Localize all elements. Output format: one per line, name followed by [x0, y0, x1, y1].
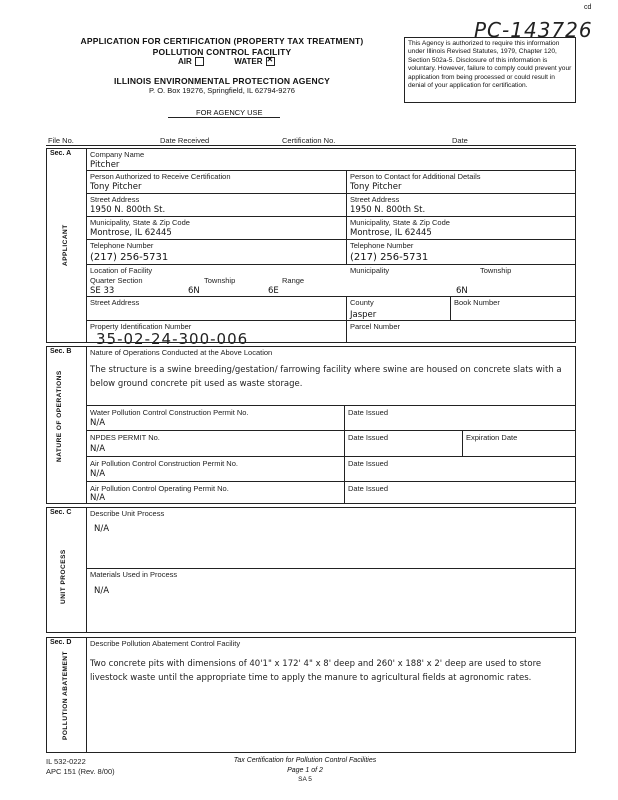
- agency-name: ILLINOIS ENVIRONMENTAL PROTECTION AGENCY: [113, 76, 331, 86]
- sec-a-label: Sec. A: [50, 150, 72, 157]
- phone2-label: Telephone Number: [350, 241, 414, 250]
- sec-a-side-label: APPLICANT: [62, 224, 69, 266]
- row-line: [86, 296, 576, 297]
- phone-label: Telephone Number: [90, 241, 154, 250]
- county-label: County: [350, 298, 374, 307]
- township2-value: 6N: [456, 286, 468, 296]
- street2-label: Street Address: [350, 195, 400, 204]
- apc-date-issued: Date Issued: [348, 459, 389, 468]
- sec-b-label: Sec. B: [50, 348, 72, 355]
- wpc-label: Water Pollution Control Construction Permit No.: [90, 408, 249, 417]
- file-no-label: File No.: [48, 136, 74, 145]
- apo-value: N/A: [90, 493, 106, 503]
- township-label: Township: [204, 276, 236, 285]
- sec-c-side-label: UNIT PROCESS: [60, 549, 67, 604]
- footer-page: Page 1 of 2: [287, 767, 323, 774]
- row-line: [86, 405, 576, 406]
- col-divider: [462, 430, 463, 456]
- municipality-label: Municipality: [350, 266, 390, 275]
- agency-address: P. O. Box 19276, Springfield, IL 62794-9276: [149, 86, 295, 95]
- sec-b-side-label: NATURE OF OPERATIONS: [56, 370, 63, 462]
- air-label: AIR: [178, 57, 192, 66]
- npdes-value: N/A: [90, 444, 106, 454]
- city2-label: Municipality, State & Zip Code: [350, 218, 450, 227]
- company-name-label: Company Name: [90, 150, 145, 159]
- npdes-expiration: Expiration Date: [466, 433, 518, 442]
- date-label: Date: [452, 136, 468, 145]
- sec-d-heading: Describe Pollution Abatement Control Facility: [90, 639, 241, 648]
- footer-title: Tax Certification for Pollution Control Facilities: [233, 757, 377, 764]
- row-line: [86, 456, 576, 457]
- sec-a-gutter: [86, 148, 87, 343]
- abatement-description: Two concrete pits with dimensions of 40'1" x 172' 4" x 8' deep and 260' x 188' x 2' deep are used to store livestock waste until the appropriate time to apply the manure to agricultural fields at agronomic rates.: [90, 659, 542, 683]
- township2-label: Township: [480, 266, 512, 275]
- apo-label: Air Pollution Control Operating Permit No.: [90, 484, 229, 493]
- agency-use-line: [168, 117, 280, 118]
- media-checkboxes: [178, 57, 275, 66]
- sec-b-heading: Nature of Operations Conducted at the Above Location: [90, 348, 273, 357]
- stamp-corner: cd: [584, 4, 592, 11]
- npdes-date-issued: Date Issued: [348, 433, 389, 442]
- quarter-label: Quarter Section: [90, 276, 143, 285]
- water-label: WATER: [234, 57, 263, 66]
- footer-code: SA 5: [298, 776, 312, 783]
- street-label: Street Address: [90, 195, 140, 204]
- location-label: Location of Facility: [90, 266, 153, 275]
- agency-use-title: FOR AGENCY USE: [196, 108, 263, 117]
- range-value: 6E: [268, 286, 279, 296]
- range-label: Range: [282, 276, 305, 285]
- township-value: 6N: [188, 286, 200, 296]
- materials-label: Materials Used in Process: [90, 570, 178, 579]
- agency-use-divider: [46, 145, 576, 146]
- water-checkbox[interactable]: [266, 57, 275, 66]
- form-title: APPLICATION FOR CERTIFICATION (PROPERTY TAX TREATMENT): [80, 36, 364, 46]
- form-number: IL 532-0222: [46, 757, 86, 766]
- form-revision: APC 151 (Rev. 8/00): [46, 767, 115, 776]
- person-auth-label: Person Authorized to Receive Certification: [90, 172, 231, 181]
- city2-value: Montrose, IL 62445: [350, 228, 432, 238]
- apc-label: Air Pollution Control Construction Permit No.: [90, 459, 238, 468]
- row-line: [86, 264, 576, 265]
- street2-value: 1950 N. 800th St.: [350, 205, 426, 215]
- npdes-label: NPDES PERMIT No.: [90, 433, 160, 442]
- air-checkbox[interactable]: [195, 57, 204, 66]
- date-received-label: Date Received: [160, 136, 210, 145]
- quarter-value: SE 33: [90, 286, 115, 296]
- row-line: [86, 193, 576, 194]
- col-divider: [450, 296, 451, 320]
- parcel-label: Parcel Number: [350, 322, 401, 331]
- city-value: Montrose, IL 62445: [90, 228, 172, 238]
- fac-street-label: Street Address: [90, 298, 140, 307]
- apc-value: N/A: [90, 469, 106, 479]
- company-name-value: Pitcher: [90, 160, 120, 170]
- sec-d-label: Sec. D: [50, 639, 72, 646]
- notice-box: [404, 37, 576, 103]
- person-contact-value: Tony Pitcher: [350, 182, 402, 192]
- wpc-value: N/A: [90, 418, 106, 428]
- unit-process-value: N/A: [94, 524, 110, 534]
- row-line: [86, 481, 576, 482]
- sec-d-side-label: POLLUTION ABATEMENT: [62, 651, 69, 740]
- pin-label: Property Identification Number: [90, 322, 192, 331]
- operations-description: The structure is a swine breeding/gestation/ farrowing facility where swine are housed on concrete slats with a below ground concrete pit used as waste storage.: [90, 365, 562, 389]
- person-contact-label: Person to Contact for Additional Details: [350, 172, 481, 181]
- county-value: Jasper: [350, 310, 377, 320]
- unit-process-label: Describe Unit Process: [90, 509, 165, 518]
- certification-no-label: Certification No.: [282, 136, 336, 145]
- row-line: [86, 430, 576, 431]
- notice-text: This Agency is authorized to require this information under Illinois Revised Statutes, 1979, Chapter 120, Section 502a-5. Disclosure of this information is voluntary. However, failure to comply could prevent your application from being processed or could result in denial of your application for certification.: [408, 40, 572, 90]
- row-line: [86, 239, 576, 240]
- apo-date-issued: Date Issued: [348, 484, 389, 493]
- wpc-date-issued: Date Issued: [348, 408, 389, 417]
- col-divider: [346, 296, 347, 343]
- stamp-number: PC-143726: [474, 18, 593, 42]
- pin-value: 35-02-24-300-006: [96, 330, 249, 348]
- sec-d-gutter: [86, 637, 87, 753]
- row-line: [86, 320, 576, 321]
- col-divider: [346, 170, 347, 264]
- col-divider: [344, 405, 345, 504]
- materials-value: N/A: [94, 586, 110, 596]
- row-line: [86, 216, 576, 217]
- phone-value: (217) 256-5731: [90, 252, 169, 263]
- row-line: [86, 170, 576, 171]
- book-label: Book Number: [454, 298, 500, 307]
- street-value: 1950 N. 800th St.: [90, 205, 166, 215]
- phone2-value: (217) 256-5731: [350, 252, 429, 263]
- form-subtitle: POLLUTION CONTROL FACILITY: [152, 47, 292, 57]
- row-line: [86, 568, 576, 569]
- city-label: Municipality, State & Zip Code: [90, 218, 190, 227]
- sec-c-label: Sec. C: [50, 509, 72, 516]
- section-d: [46, 637, 576, 753]
- person-auth-value: Tony Pitcher: [90, 182, 142, 192]
- sec-c-gutter: [86, 507, 87, 633]
